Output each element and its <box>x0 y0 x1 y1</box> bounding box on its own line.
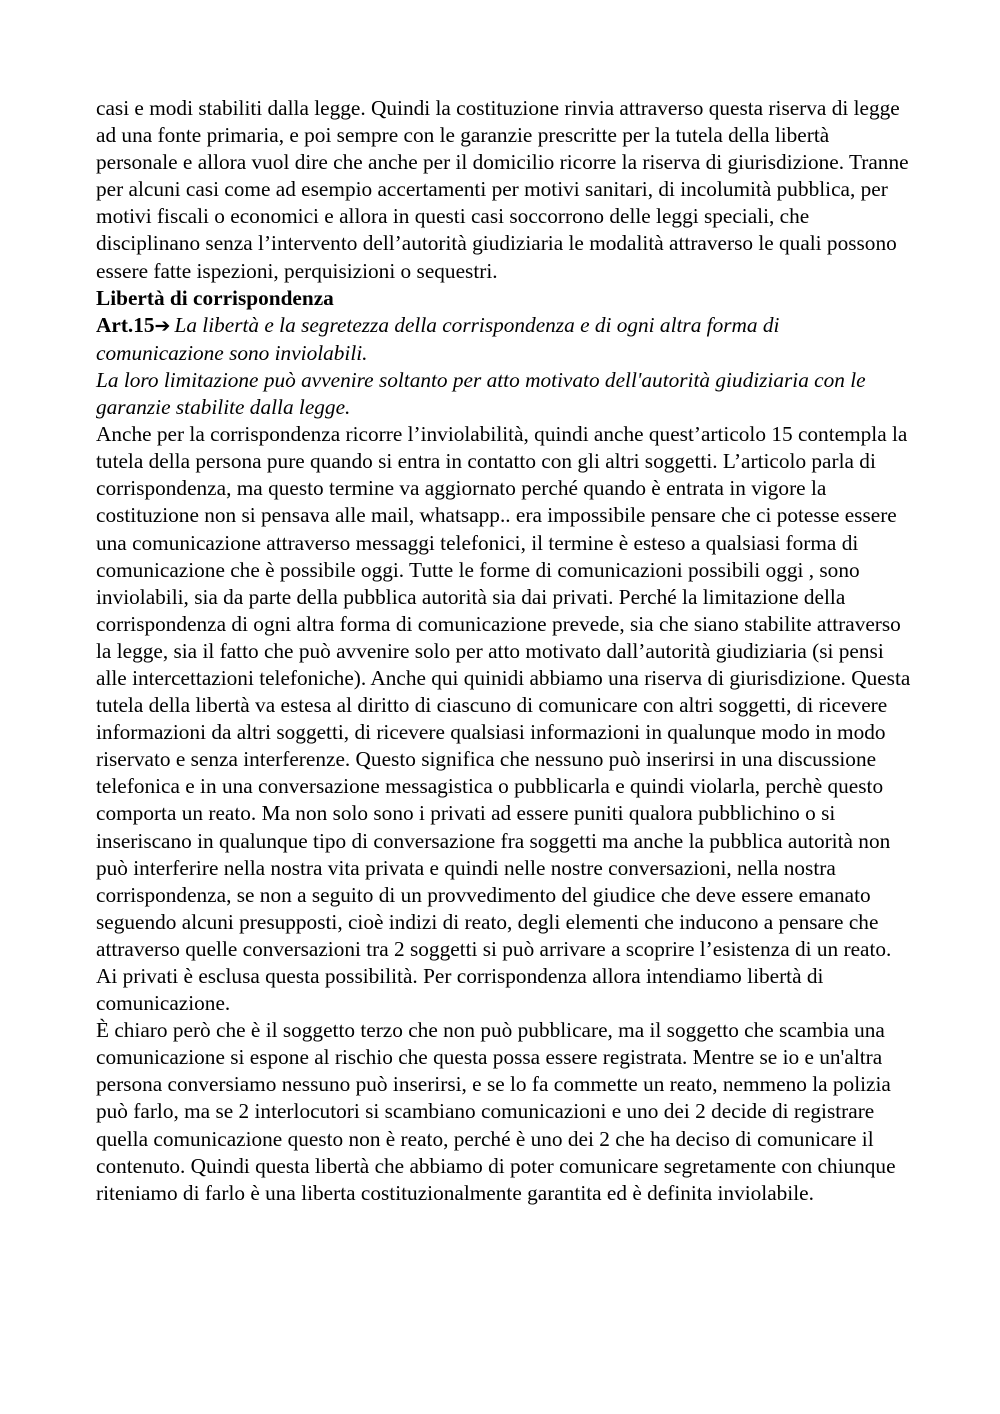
body-paragraph: Anche per la corrispondenza ricorre l’inviolabilità, quindi anche quest’articolo 15 contempla la tutela della persona pure quando si entra in contatto con gli altri soggetti. L’articolo parla di corrispondenza, ma questo termine va aggiornato perché quando è entrata in vigore la costituzione non si pensava alle mail, whatsapp.. era impossibile pensare che ci potesse essere una comunicazione attraverso messaggi telefonici, il termine è esteso a qualsiasi forma di comunicazione che è possibile oggi. Tutte le forme di comunicazioni possibili oggi , sono inviolabili, sia da parte della pubblica autorità sia dai privati. Perché la limitazione della corrispondenza di ogni altra forma di comunicazione prevede, sia che siano stabilite attraverso la legge, sia il fatto che può avvenire solo per atto motivato dall’autorità giudiziaria (si pensi alle intercettazioni telefoniche). Anche qui quinidi abbiamo una riserva di giurisdizione. Questa tutela della libertà va estesa al diritto di ciascuno di comunicare con altri soggetti, di ricevere informazioni da altri soggetti, di ricevere qualsiasi informazioni in qualunque modo in modo riservato e senza interferenze. Questo significa che nessuno può inserirsi in una discussione telefonica e in una conversazione messagistica o pubblicarla e quindi violarla, perchè questo comporta un reato. Ma non solo sono i privati ad essere puniti qualora pubblichino o si inseriscano in qualunque tipo di conversazione fra soggetti ma anche la pubblica autorità non può interferire nella nostra vita privata e quindi nelle nostre conversazioni, nella nostra corrispondenza, se non a seguito di un provvedimento del giudice che deve essere emanato seguendo alcuni presupposti, cioè indizi di reato, degli elementi che inducono a pensare che attraverso quelle conversazioni tra 2 soggetti si può arrivare a scoprire l’esistenza di un reato. Ai privati è esclusa questa possibilità. Per corrispondenza allora intendiamo libertà di comunicazione. <box>96 422 911 1016</box>
intro-paragraph: casi e modi stabiliti dalla legge. Quindi la costituzione rinvia attraverso questa riserva di legge ad una fonte primaria, e poi sempre con le garanzie prescritte per la tutela della libertà personale e allora vuol dire che anche per il domicilio ricorre la riserva di giurisdizione. Tranne per alcuni casi come ad esempio accertamenti per motivi sanitari, di incolumità pubblica, per motivi fiscali o economici e allora in questi casi soccorrono delle leggi speciali, che disciplinano senza l’intervento dell’autorità giudiziaria le modalità attraverso le quali possono essere fatte ispezioni, perquisizioni o sequestri. <box>96 96 909 283</box>
document-body <box>96 95 912 1207</box>
section-heading: Libertà di corrispondenza <box>96 285 334 310</box>
article-text-first-clause: La libertà e la segretezza della corrispondenza e di ogni altra forma di comunicazione sono inviolabili. <box>96 312 780 365</box>
final-paragraph: È chiaro però che è il soggetto terzo che non può pubblicare, ma il soggetto che scambia una comunicazione si espone al rischio che questa possa essere registrata. Mentre se io e un'altra persona conversiamo nessuno può inserirsi, e se lo fa commette un reato, nemmeno la polizia può farlo, ma se 2 interlocutori si scambiano comunicazioni e uno dei 2 decide di registrare quella comunicazione questo non è reato, perché è uno dei 2 che ha deciso di comunicare il contenuto. Quindi questa libertà che abbiamo di poter comunicare segretamente con chiunque riteniamo di farlo è una liberta costituzionalmente garantita ed è definita inviolabile. <box>96 1018 896 1205</box>
article-label: Art.15 <box>96 312 155 337</box>
article-text-second-clause: La loro limitazione può avvenire soltanto per atto motivato dell'autorità giudiziaria con le garanzie stabilite dalla legge. <box>96 367 866 420</box>
arrow-right-icon: ➔ <box>154 314 171 337</box>
article-15-text <box>96 312 912 367</box>
